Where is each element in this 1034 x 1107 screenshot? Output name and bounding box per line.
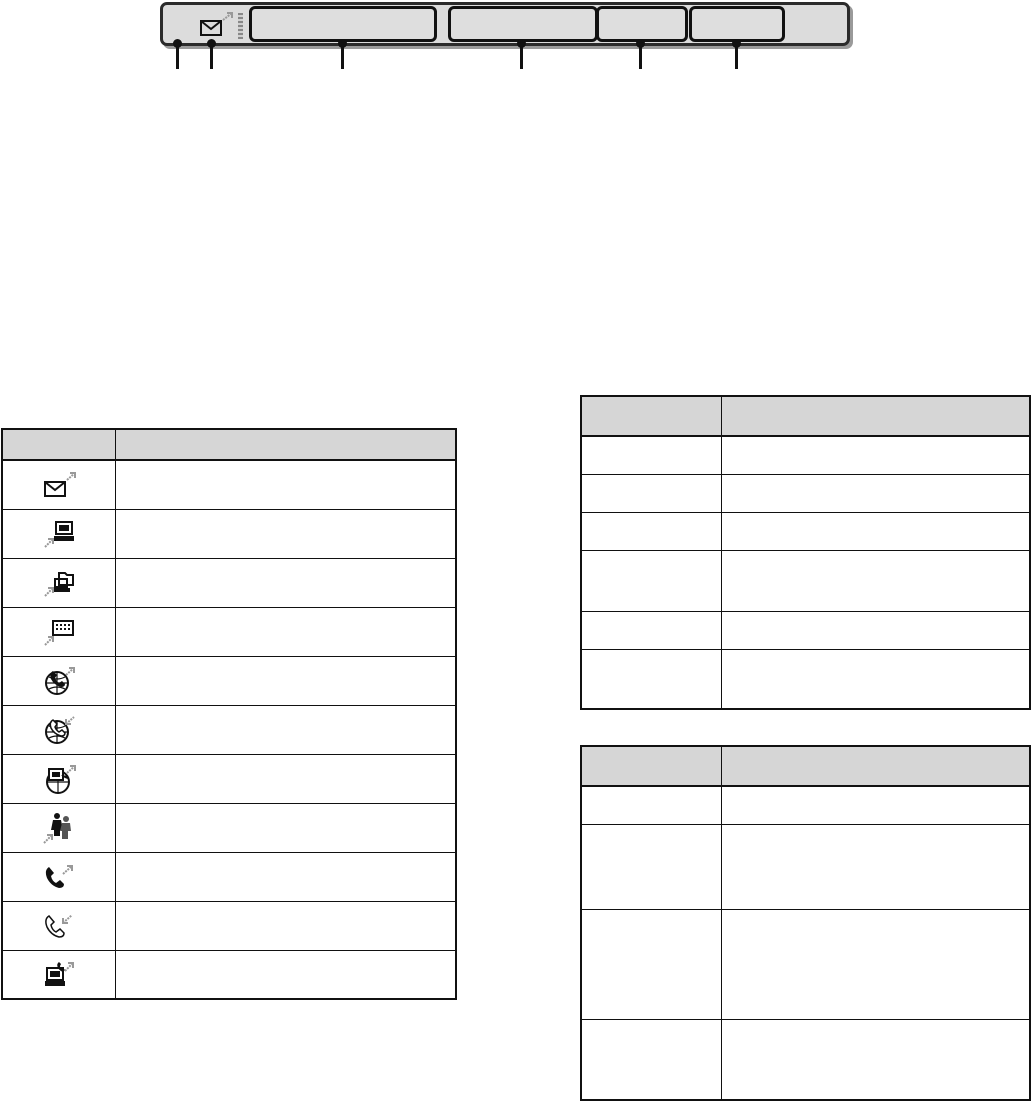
row-label: [116, 950, 457, 999]
row-label: [116, 509, 457, 558]
row-label: [116, 803, 457, 852]
row-value: [722, 1019, 1030, 1100]
mail-send-icon: [199, 11, 235, 39]
fax-receive-icon: [2, 901, 116, 950]
column-header: [722, 396, 1030, 436]
table-row: [2, 803, 456, 852]
callout-pointer: [639, 43, 642, 69]
row-label: [116, 852, 457, 901]
job-status-table: [580, 745, 1031, 1101]
column-header: [722, 746, 1030, 786]
table-row: [2, 950, 456, 999]
table-row: [2, 754, 456, 803]
pc-send-icon: [2, 509, 116, 558]
status-field: [689, 6, 785, 42]
internet-fax-send-icon: [2, 656, 116, 705]
scroll-indicator: [238, 13, 243, 39]
row-label: [116, 607, 457, 656]
mode-icon-table: [1, 428, 457, 1000]
table-row: [581, 909, 1030, 1019]
callout-pointer: [176, 43, 179, 69]
ftp-send-icon: [2, 558, 116, 607]
row-key: [581, 786, 722, 824]
table-row: [2, 705, 456, 754]
row-key: [581, 474, 722, 512]
callout-pointer: [210, 43, 213, 69]
destination-field: [249, 6, 437, 42]
table-row: [2, 852, 456, 901]
fax-send-icon: [2, 852, 116, 901]
table-row: [581, 611, 1030, 649]
shared-folder-send-icon: [2, 607, 116, 656]
table-header-row: [581, 396, 1030, 436]
group-send-icon: [2, 803, 116, 852]
row-key: [581, 550, 722, 611]
row-key: [581, 512, 722, 550]
pc-internet-fax-icon: [2, 754, 116, 803]
row-value: [722, 512, 1030, 550]
column-header: [2, 429, 116, 460]
callout-pointer: [735, 43, 738, 69]
table-row: [581, 786, 1030, 824]
row-key: [581, 824, 722, 909]
column-header: [581, 396, 722, 436]
row-label: [116, 901, 457, 950]
callout-pointer: [341, 43, 344, 69]
table-header-row: [581, 746, 1030, 786]
table-row: [581, 824, 1030, 909]
row-value: [722, 909, 1030, 1019]
table-row: [581, 474, 1030, 512]
table-row: [2, 460, 456, 509]
row-key: [581, 909, 722, 1019]
row-value: [722, 649, 1030, 709]
column-header: [581, 746, 722, 786]
row-value: [722, 611, 1030, 649]
time-field: [448, 6, 598, 42]
table-row: [581, 1019, 1030, 1100]
table-row: [2, 509, 456, 558]
callout-pointer: [520, 43, 523, 69]
table-row: [2, 607, 456, 656]
column-header: [116, 429, 457, 460]
row-value: [722, 824, 1030, 909]
row-value: [722, 474, 1030, 512]
table-row: [581, 436, 1030, 474]
mail-send-icon: [2, 460, 116, 509]
row-label: [116, 460, 457, 509]
row-key: [581, 1019, 722, 1100]
row-label: [116, 705, 457, 754]
internet-fax-receive-icon: [2, 705, 116, 754]
table-row: [581, 649, 1030, 709]
row-label: [116, 656, 457, 705]
table-row: [2, 656, 456, 705]
row-value: [722, 786, 1030, 824]
row-key: [581, 436, 722, 474]
table-row: [581, 550, 1030, 611]
table-row: [2, 558, 456, 607]
row-value: [722, 436, 1030, 474]
pages-field: [596, 6, 688, 42]
table-row: [2, 901, 456, 950]
row-key: [581, 649, 722, 709]
row-key: [581, 611, 722, 649]
job-info-table: [580, 395, 1031, 710]
job-status-bar[interactable]: [160, 2, 850, 46]
pc-fax-send-icon: [2, 950, 116, 999]
table-header-row: [2, 429, 456, 460]
row-label: [116, 558, 457, 607]
row-label: [116, 754, 457, 803]
table-row: [581, 512, 1030, 550]
row-value: [722, 550, 1030, 611]
